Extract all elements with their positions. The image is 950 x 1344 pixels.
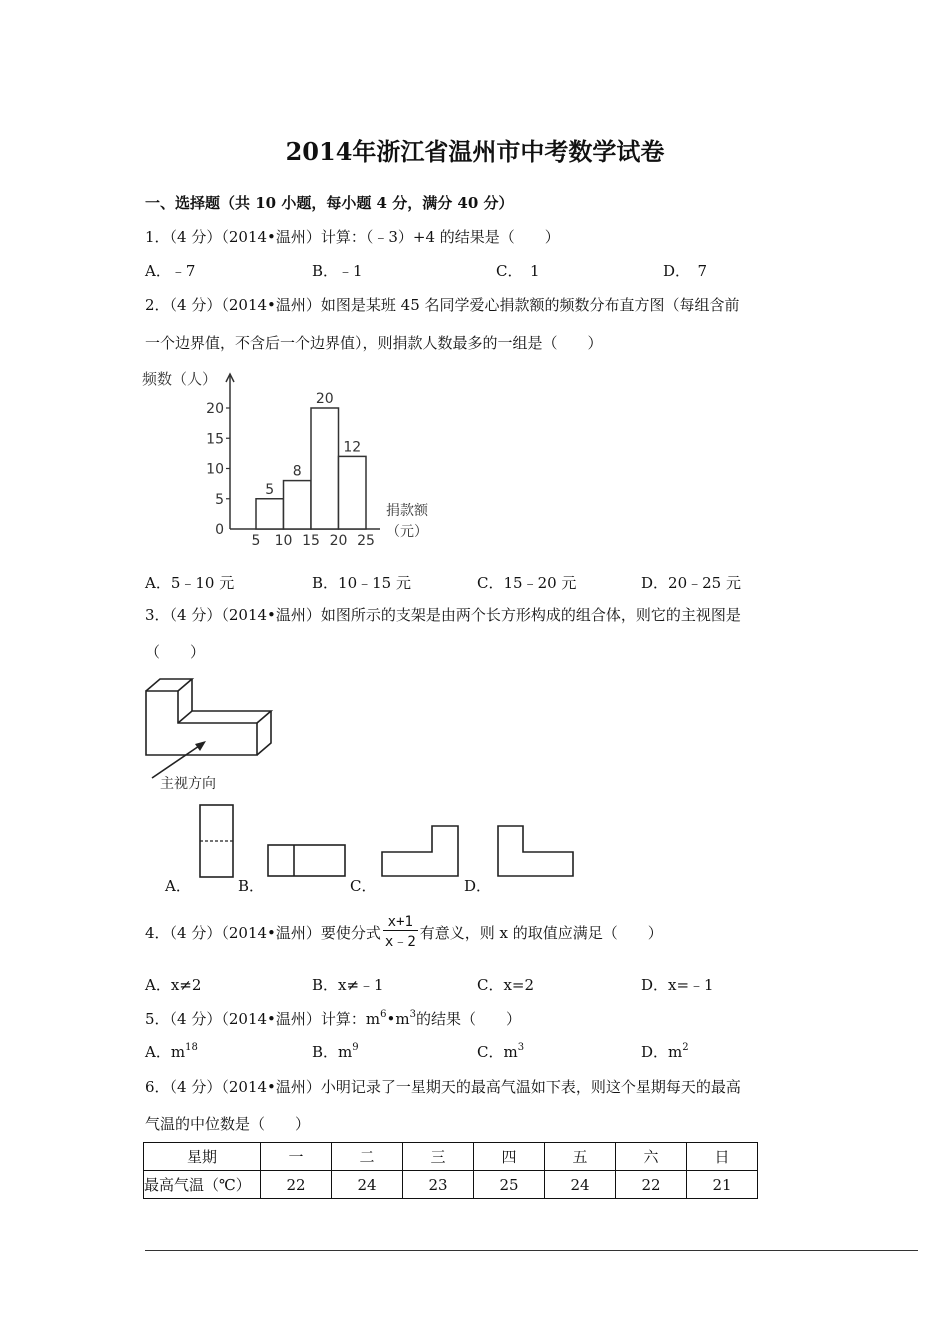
table-cell: 一 bbox=[261, 1143, 332, 1171]
q4-option-c[interactable]: C．x=2 bbox=[477, 976, 535, 994]
q3-option-c[interactable]: C． bbox=[350, 877, 377, 895]
q5-option-d-label: D． bbox=[641, 1043, 669, 1061]
q5-option-b-label: B． bbox=[312, 1043, 339, 1061]
q5-option-c[interactable] bbox=[477, 1041, 524, 1062]
y-tick-label: 5 bbox=[215, 491, 224, 508]
q1-option-a[interactable]: A．﹣7 bbox=[145, 262, 196, 280]
q5-option-d-exp: 2 bbox=[682, 1042, 689, 1053]
table-cell: 二 bbox=[332, 1143, 403, 1171]
q4-fraction bbox=[383, 914, 418, 951]
table-cell: 22 bbox=[616, 1171, 687, 1199]
table-cell: 21 bbox=[687, 1171, 758, 1199]
table-cell: 22 bbox=[261, 1171, 332, 1199]
question-3-line-2: （ ） bbox=[145, 643, 206, 661]
question-4-text bbox=[145, 914, 663, 951]
y-tick-label: 20 bbox=[206, 401, 224, 417]
x-tick-label: 10 bbox=[274, 533, 293, 549]
question-2-line-2: 一个边界值，不含后一个边界值），则捐款人数最多的一组是（ ） bbox=[145, 334, 603, 352]
question-6-line-1: 6．（4 分）（2014•温州）小明记录了一星期天的最高气温如下表，则这个星期每天的最高 bbox=[145, 1078, 741, 1096]
table-cell: 24 bbox=[332, 1171, 403, 1199]
view-direction-label: 主视方向 bbox=[160, 776, 216, 792]
q2-option-b[interactable]: B．10﹣15 元 bbox=[312, 574, 411, 592]
table-cell: 23 bbox=[403, 1171, 474, 1199]
q3-option-a-figure[interactable] bbox=[198, 803, 236, 879]
q5-exp2: 3 bbox=[409, 1009, 416, 1020]
q2-option-c[interactable]: C．15﹣20 元 bbox=[477, 574, 577, 592]
y-tick-label: 10 bbox=[206, 461, 224, 478]
q3-option-a[interactable]: A． bbox=[165, 877, 191, 895]
table-cell: 五 bbox=[545, 1143, 616, 1171]
q5-option-b[interactable] bbox=[312, 1041, 359, 1062]
q4-prefix: 4．（4 分）（2014•温州）要使分式 bbox=[145, 924, 381, 942]
question-1-text: 1．（4 分）（2014•温州）计算：（﹣3）+4 的结果是（ ） bbox=[145, 228, 560, 246]
y-tick-label: 15 bbox=[206, 431, 224, 448]
question-6-line-2: 气温的中位数是（ ） bbox=[145, 1115, 311, 1133]
q5-option-d-base: m bbox=[668, 1043, 683, 1061]
q5-option-a[interactable] bbox=[145, 1041, 198, 1062]
bar-value-label: 20 bbox=[315, 391, 334, 407]
x-tick-label: 5 bbox=[251, 533, 261, 549]
q5-option-b-exp: 9 bbox=[352, 1042, 359, 1053]
q5-suffix: 的结果（ ） bbox=[415, 1010, 521, 1028]
histogram-bar bbox=[284, 481, 312, 529]
table-cell: 三 bbox=[403, 1143, 474, 1171]
x-tick-label: 20 bbox=[329, 533, 348, 549]
q5-option-c-exp: 3 bbox=[517, 1042, 525, 1053]
q3-option-d[interactable]: D． bbox=[464, 877, 492, 895]
q3-option-c-figure[interactable] bbox=[380, 824, 464, 879]
table-cell: 六 bbox=[616, 1143, 687, 1171]
q1-option-d[interactable]: D． 7 bbox=[663, 262, 708, 280]
temperature-table bbox=[143, 1142, 758, 1199]
table-cell: 日 bbox=[687, 1143, 758, 1171]
q2-option-a[interactable]: A．5﹣10 元 bbox=[145, 574, 235, 592]
x-axis-unit-label: （元） bbox=[386, 524, 428, 540]
histogram-bar bbox=[311, 408, 339, 529]
q5-mid: •m bbox=[386, 1010, 410, 1028]
table-cell: 四 bbox=[474, 1143, 545, 1171]
q5-option-c-base: m bbox=[503, 1043, 518, 1061]
q5-prefix: 5．（4 分）（2014•温州）计算：m bbox=[145, 1010, 381, 1028]
q3-option-b[interactable]: B． bbox=[238, 877, 265, 895]
q4-option-d[interactable]: D．x=﹣1 bbox=[641, 976, 714, 994]
histogram-bar bbox=[256, 499, 284, 529]
table-row bbox=[144, 1143, 758, 1171]
table-cell: 25 bbox=[474, 1171, 545, 1199]
bar-value-label: 8 bbox=[292, 463, 302, 480]
q2-option-d[interactable]: D．20﹣25 元 bbox=[641, 574, 741, 592]
question-3-line-1: 3．（4 分）（2014•温州）如图所示的支架是由两个长方形构成的组合体，则它的主视图是 bbox=[145, 606, 741, 624]
q5-option-a-label: A． bbox=[145, 1043, 171, 1061]
q5-option-b-base: m bbox=[338, 1043, 353, 1061]
q5-exp1: 6 bbox=[380, 1009, 387, 1020]
x-axis-label: 捐款额 bbox=[386, 503, 428, 519]
q5-option-c-label: C． bbox=[477, 1043, 504, 1061]
x-tick-label: 25 bbox=[357, 533, 375, 549]
q4-suffix: 有意义，则 x 的取值应满足（ ） bbox=[419, 924, 663, 942]
q3-option-b-figure[interactable] bbox=[266, 843, 348, 879]
q5-option-a-base: m bbox=[170, 1043, 186, 1061]
y-axis-label: 频数（人） bbox=[142, 370, 218, 388]
q3-option-d-figure[interactable] bbox=[496, 824, 578, 879]
y-tick-label: 0 bbox=[215, 522, 224, 538]
table-cell: 最高气温（℃） bbox=[144, 1171, 261, 1199]
bar-value-label: 12 bbox=[343, 439, 362, 456]
question-5-text bbox=[145, 1008, 521, 1029]
histogram-chart bbox=[140, 366, 460, 556]
table-cell: 24 bbox=[545, 1171, 616, 1199]
table-row bbox=[144, 1171, 758, 1199]
q5-option-a-exp: 18 bbox=[185, 1042, 198, 1053]
q4-numerator: x+1 bbox=[383, 914, 418, 931]
page-title: 2014年浙江省温州市中考数学试卷 bbox=[285, 137, 665, 166]
q1-option-b[interactable]: B．﹣1 bbox=[312, 262, 363, 280]
bracket-3d-figure bbox=[140, 672, 280, 797]
footer-divider bbox=[145, 1250, 918, 1251]
bar-value-label: 5 bbox=[265, 481, 275, 498]
histogram-bar bbox=[339, 456, 367, 529]
q5-option-d[interactable] bbox=[641, 1041, 689, 1062]
table-cell: 星期 bbox=[144, 1143, 261, 1171]
q4-option-a[interactable]: A．x≠2 bbox=[145, 976, 202, 994]
q4-option-b[interactable]: B．x≠﹣1 bbox=[312, 976, 384, 994]
q4-denominator: x﹣2 bbox=[384, 934, 416, 950]
section-heading: 一、选择题（共 10 小题，每小题 4 分，满分 40 分） bbox=[145, 194, 514, 212]
question-2-line-1: 2．（4 分）（2014•温州）如图是某班 45 名同学爱心捐款额的频数分布直方图（每组含前 bbox=[145, 296, 740, 314]
q1-option-c[interactable]: C． 1 bbox=[496, 262, 540, 280]
x-tick-label: 15 bbox=[302, 533, 320, 549]
